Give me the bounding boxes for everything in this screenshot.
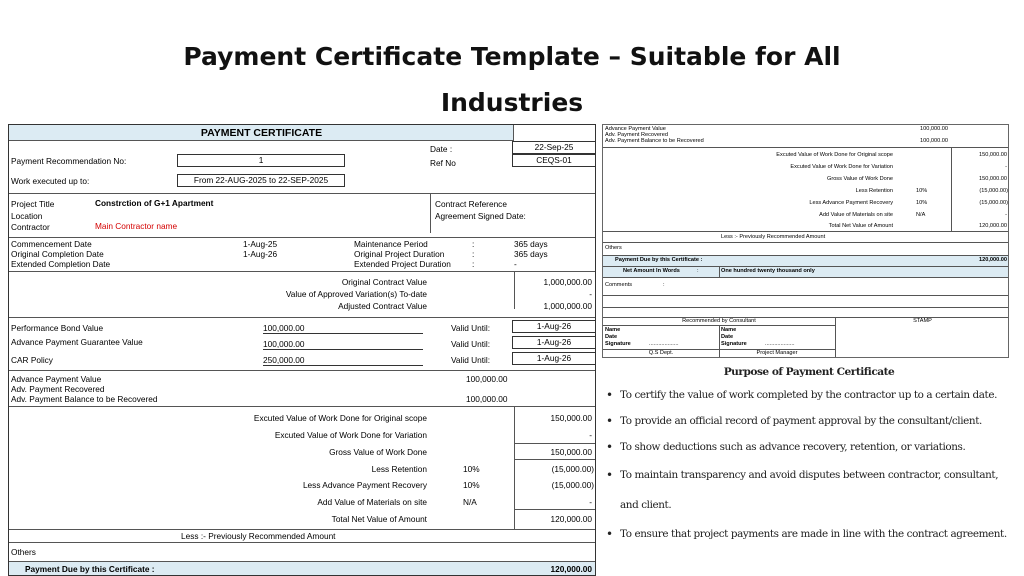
others-label: Others: [11, 547, 36, 557]
mini-retention-value: (15,000.00): [979, 188, 1008, 194]
commencement-label: Commencement Date: [11, 239, 92, 249]
mini-project-manager: Project Manager: [756, 350, 798, 356]
list-item: • To ensure that project payments are made in line with the contract agreement.: [604, 527, 1014, 542]
retention-label: Less Retention: [371, 464, 427, 474]
mini-gross-value: 150,000.00: [979, 176, 1007, 182]
apg-label: Advance Payment Guarantee Value: [11, 337, 143, 347]
mini-signature-line: ...................: [649, 341, 679, 347]
previous-amount-label: Less :- Previously Recommended Amount: [181, 531, 336, 541]
advance-payment-label: Advance Payment Value: [11, 374, 102, 384]
mini-words-label: Net Amount In Words: [623, 268, 680, 274]
page-heading: [0, 34, 1024, 126]
mini-net-value: 120,000.00: [979, 223, 1007, 229]
mini-recovery-pct: 10%: [916, 200, 928, 206]
materials-value: -: [589, 497, 592, 507]
contractor-value: Main Contractor name: [95, 221, 178, 231]
valid-until-label: Valid Until:: [451, 323, 491, 333]
mini-due-value: 120,000.00: [979, 257, 1007, 263]
colon: :: [472, 249, 475, 259]
date-label: Date :: [430, 144, 453, 154]
certificate-preview: [602, 124, 1009, 358]
contract-reference-label: Contract Reference: [435, 199, 507, 209]
valid-until-value: 1-Aug-26: [512, 336, 596, 349]
mini-stamp: STAMP: [913, 318, 932, 324]
original-completion-value: 1-Aug-26: [243, 249, 278, 259]
car-policy-value: 250,000.00: [263, 355, 423, 366]
materials-label: Add Value of Materials on site: [317, 497, 427, 507]
project-title-label: Project Title: [11, 199, 55, 209]
performance-bond-label: Performance Bond Value: [11, 323, 104, 333]
mini-name-qs: Name: [605, 327, 621, 333]
retention-value: (15,000.00): [551, 464, 594, 474]
mini-materials-pct: N/A: [916, 212, 926, 218]
advance-payment-value: 100,000.00: [466, 374, 508, 384]
list-item: • To show deductions such as advance recovery, retention, or variations.: [604, 440, 1014, 455]
adv-recovered-label: Adv. Payment Recovered: [11, 384, 105, 394]
purpose-title: Purpose of Payment Certificate: [723, 366, 895, 378]
list-item: • To maintain transparency and avoid disputes between contractor, consultant, and client.: [604, 460, 1014, 520]
valid-until-label: Valid Until:: [451, 355, 491, 365]
mini-words-value: One hundred twenty thousand only: [721, 268, 815, 274]
mini-previous-label: Less :- Previously Recommended Amount: [721, 234, 826, 240]
ref-value: CEQS-01: [512, 154, 596, 167]
extended-completion-label: Extended Completion Date: [11, 259, 111, 269]
ref-label: Ref No: [430, 158, 456, 168]
maintenance-value: 365 days: [514, 239, 548, 249]
mini-work-original-label: Excuted Value of Work Done for Original scope: [776, 152, 893, 158]
mini-recommended-by: Recommended by Consultant: [682, 318, 756, 324]
payment-due-label: Payment Due by this Certificate :: [25, 564, 155, 574]
adv-balance-value: 100,000.00: [466, 394, 508, 404]
vav-value: -: [589, 289, 592, 299]
work-original-label: Excuted Value of Work Done for Original scope: [253, 413, 427, 423]
certificate-title: PAYMENT CERTIFICATE: [200, 127, 323, 139]
colon: :: [697, 268, 699, 274]
apg-value: 100,000.00: [263, 339, 423, 350]
net-value-label: Total Net Value of Amount: [331, 514, 427, 524]
acv-value: 1,000,000.00: [543, 301, 592, 311]
original-duration-value: 365 days: [514, 249, 548, 259]
mini-work-variation-label: Excuted Value of Work Done for Variation: [790, 164, 893, 170]
mini-work-variation-value: -: [1005, 164, 1007, 170]
work-executed-value: From 22-AUG-2025 to 22-SEP-2025: [177, 174, 345, 187]
contractor-label: Contractor: [11, 222, 50, 232]
mini-qs-dept: Q.S Dept.: [648, 350, 674, 356]
extended-duration-label: Extended Project Duration: [354, 259, 451, 269]
date-value: 22-Sep-25: [512, 141, 596, 154]
mini-due-label: Payment Due by this Certificate :: [615, 257, 703, 263]
colon: :: [472, 239, 475, 249]
retention-percent: 10%: [463, 464, 480, 474]
commencement-value: 1-Aug-25: [243, 239, 278, 249]
work-variation-label: Excuted Value of Work Done for Variation: [274, 430, 427, 440]
mini-signature-qs: Signature: [605, 341, 631, 347]
mini-net-label: Total Net Value of Amount: [828, 223, 893, 229]
mini-work-original-value: 150,000.00: [979, 152, 1007, 158]
advance-recovery-value: (15,000.00): [551, 480, 594, 490]
list-item: • To provide an official record of payment approval by the consultant/client.: [604, 414, 1014, 429]
location-label: Location: [11, 211, 43, 221]
extended-duration-value: -: [514, 259, 517, 269]
project-title-value: Constrction of G+1 Apartment: [95, 198, 214, 208]
gross-label: Gross Value of Work Done: [329, 447, 427, 457]
mini-advance-value: 100,000.00: [920, 126, 948, 132]
performance-bond-value: 100,000.00: [263, 323, 423, 334]
gross-value: 150,000.00: [550, 447, 592, 457]
mini-recovery-value: (15,000.00): [979, 200, 1008, 206]
mini-retention-label: Less Retention: [855, 188, 893, 194]
mini-date-qs: Date: [605, 334, 618, 340]
valid-until-value: 1-Aug-26: [512, 352, 596, 365]
heading-line-1: Payment Certificate Template – Suitable for All: [183, 42, 841, 71]
valid-until-value: 1-Aug-26: [512, 320, 596, 333]
list-item: • To certify the value of work completed by the contractor up to a certain date.: [604, 388, 1014, 403]
recommendation-label: Payment Recommendation No:: [11, 156, 127, 166]
colon: :: [472, 259, 475, 269]
purpose-section: [604, 366, 1014, 553]
work-variation-value: -: [589, 430, 592, 440]
heading-line-2: Industries: [440, 88, 584, 117]
mini-comments-label: Comments: [605, 282, 633, 288]
ocv-value: 1,000,000.00: [543, 277, 592, 287]
mini-balance-label: Adv. Payment Balance to be Recovered: [605, 138, 704, 144]
advance-recovery-percent: 10%: [463, 480, 480, 490]
mini-recovered-label: Adv. Payment Recovered: [605, 132, 669, 138]
advance-recovery-label: Less Advance Payment Recovery: [302, 480, 427, 490]
agreement-signed-label: Agreement Signed Date:: [435, 211, 526, 221]
original-duration-label: Original Project Duration: [354, 249, 445, 259]
colon: :: [663, 282, 665, 288]
mini-others-label: Others: [605, 245, 622, 251]
mini-signature-line: ...................: [765, 341, 795, 347]
mini-date-pm: Date: [721, 334, 734, 340]
payment-due-value: 120,000.00: [550, 564, 592, 574]
acv-label: Adjusted Contract Value: [338, 301, 427, 311]
car-policy-label: CAR Policy: [11, 355, 53, 365]
mini-retention-pct: 10%: [916, 188, 928, 194]
recommendation-value: 1: [177, 154, 345, 167]
mini-gross-label: Gross Value of Work Done: [826, 176, 893, 182]
original-completion-label: Original Completion Date: [11, 249, 104, 259]
work-executed-label: Work executed up to:: [11, 176, 90, 186]
mini-balance-value: 100,000.00: [920, 138, 948, 144]
valid-until-label: Valid Until:: [451, 339, 491, 349]
mini-name-pm: Name: [721, 327, 737, 333]
vav-label: Value of Approved Variation(s) To-date: [285, 289, 427, 299]
net-value: 120,000.00: [550, 514, 592, 524]
ocv-label: Original Contract Value: [341, 277, 427, 287]
mini-materials-value: -: [1005, 212, 1007, 218]
mini-advance-label: Advance Payment Value: [605, 126, 666, 132]
materials-percent: N/A: [463, 497, 477, 507]
mini-signature-pm: Signature: [721, 341, 747, 347]
purpose-list: [604, 388, 1014, 542]
payment-certificate: [8, 124, 596, 576]
mini-materials-label: Add Value of Materials on site: [819, 212, 893, 218]
maintenance-label: Maintenance Period: [354, 239, 428, 249]
mini-recovery-label: Less Advance Payment Recovery: [809, 200, 893, 206]
adv-balance-label: Adv. Payment Balance to be Recovered: [11, 394, 158, 404]
work-original-value: 150,000.00: [550, 413, 592, 423]
